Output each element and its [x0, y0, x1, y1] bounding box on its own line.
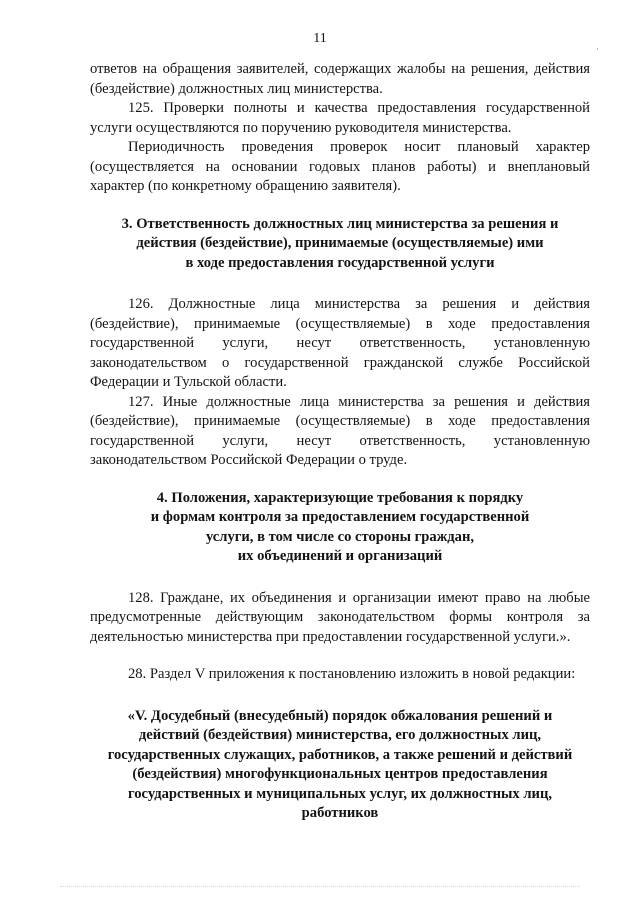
text-line: 126. Должностные лица министерства за решения и действия — [128, 296, 590, 312]
text-line: деятельностью министерства при предоставлении государственной услуги.». — [90, 628, 571, 645]
heading-line: государственных служащих, работников, а также решений и действий — [107, 746, 573, 763]
heading-line: действий (бездействия) министерства, его должностных лиц, — [138, 727, 542, 743]
text-line: предусмотренные действующим законодательством формы контроля за — [90, 609, 590, 625]
text-line: характер (по конкретному обращению заявителя). — [90, 178, 401, 194]
paragraph-28 — [90, 665, 590, 685]
heading-line: услуги, в том числе со стороны граждан, — [205, 528, 475, 545]
section-heading-5 — [90, 707, 590, 824]
heading-line: работников — [301, 805, 379, 821]
text-line: законодательством о государственной гражданской службе Российской — [90, 354, 590, 371]
paragraph-periodicity — [90, 138, 590, 197]
heading-line: «V. Досудебный (внесудебный) порядок обжалования решений и — [127, 707, 553, 724]
text-line: государственной услуги, несут ответственность, установленную — [90, 432, 590, 449]
paragraph-127 — [90, 393, 590, 471]
heading-line: 4. Положения, характеризующие требования к порядку — [156, 489, 524, 506]
text-line: Федерации и Тульской области. — [90, 374, 287, 390]
paragraph-125 — [90, 99, 590, 138]
text-line: (бездействие) должностных лиц министерства. — [90, 80, 383, 97]
text-line: (бездействие), принимаемые (осуществляемые) в ходе предоставления — [90, 315, 590, 332]
document-body — [90, 60, 590, 824]
page-number: 11 — [313, 31, 327, 46]
text-line: государственной услуги, несут ответственность, установленную — [90, 335, 590, 351]
section-heading-4 — [90, 489, 590, 567]
text-line: услуги осуществляются по поручению руководителя министерства. — [90, 119, 512, 136]
paragraph-126 — [90, 295, 590, 393]
text-line: (бездействие), принимаемые (осуществляемые) в ходе предоставления — [90, 413, 590, 429]
paragraph-128 — [90, 589, 590, 648]
heading-line: и формам контроля за предоставлением государственной — [150, 509, 530, 525]
paragraph-continuation — [90, 60, 590, 99]
heading-line: их объединений и организаций — [237, 548, 443, 564]
text-line: 28. Раздел V приложения к постановлению изложить в новой редакции: — [128, 666, 576, 682]
heading-line: государственных и муниципальных услуг, их должностных лиц, — [127, 785, 553, 802]
heading-line: действия (бездействие), принимаемые (осуществляемые) ими — [136, 235, 544, 251]
text-line: 125. Проверки полноты и качества предоставления государственной — [128, 100, 590, 116]
text-line: (осуществляется на основании годовых планов работы) и внеплановый — [90, 158, 590, 175]
text-line: ответов на обращения заявителей, содержащих жалобы на решения, действия — [90, 61, 590, 77]
heading-line: 3. Ответственность должностных лиц министерства за решения и — [121, 215, 559, 232]
heading-line: (бездействия) многофункциональных центров предоставления — [132, 766, 548, 782]
text-line: Периодичность проведения проверок носит плановый характер — [128, 139, 590, 155]
text-line: законодательством Российской Федерации о труде. — [90, 452, 408, 468]
text-line: 128. Граждане, их объединения и организации имеют право на любые — [128, 589, 590, 606]
heading-line: в ходе предоставления государственной услуги — [185, 254, 495, 271]
section-heading-3 — [90, 215, 590, 274]
scan-mark — [597, 48, 598, 50]
text-line: 127. Иные должностные лица министерства за решения и действия — [128, 393, 590, 410]
scan-footer-mark — [60, 886, 580, 889]
